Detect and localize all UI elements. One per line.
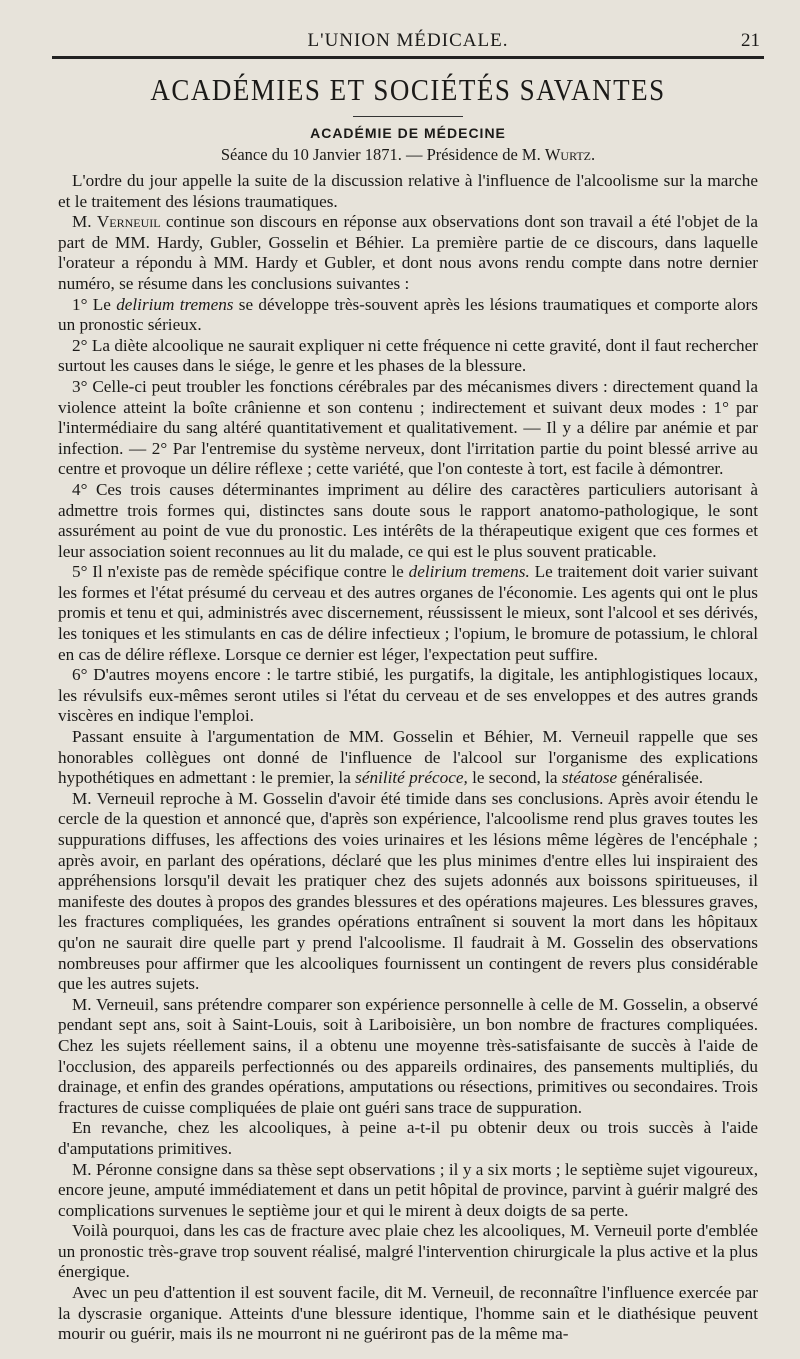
paragraph-dyscrasia: Avec un peu d'attention il est souvent facile, dit M. Verneuil, de reconnaître l'influence exercée par la dyscrasie organique. Atteints d'une blessure identique, l'homme sain et le diathésique peuvent mourir ou guérir, mais ils ne mourront ni ne guériront pas de la même ma- [58, 1283, 758, 1344]
journal-title: L'UNION MÉDICALE. [307, 30, 509, 51]
p7-italic: delirium tremens. [408, 562, 530, 582]
session-president: Wurtz. [544, 145, 596, 164]
p3-a: 1° Le [72, 294, 111, 314]
paragraph-gosselin: M. Verneuil reproche à M. Gosselin d'avoir été timide dans ses conclusions. Après avoir étendu le cercle de la question et annoncé que, d'après son expérience, l'alcoolisme rend plus graves toutes les suppurations diffuses, les affections des voies urinaires et les lésions même légères de l'encéphale ; après avoir, en parlant des opérations, déclaré que les plus minimes d'entre elles lui inspiraient des appréhensions lorsqu'il devait les pratiquer chez des sujets adonnés aux boissons spiritueuses, il manifeste des doutes à propos des grandes blessures et des opérations majeures. Les blessures graves, les fractures compliquées, les grandes opérations entraînent si souvent la mort dans les hôpitaux qu'on ne saurait dire quelle part y prend l'alcoolisme. Il faudrait à M. Gosselin des observations nombreuses pour affirmer que les alcooliques fournissent un contingent de revers plus considérable que les autres sujets. [58, 788, 758, 994]
p9-italic-1: sénilité précoce, [355, 768, 468, 788]
p3-italic: delirium tremens [116, 294, 234, 314]
running-header [52, 26, 764, 59]
p2-text: continue son discours en réponse aux observations dont son travail a été l'objet de la part de MM. Hardy, Gubler, Gosselin et Béhier. La première partie de ce discours, dans laquelle l'orateur a répondu à MM. Hardy et Gubler, et dont nous avons rendu compte dans notre dernier numéro, se résume dans les conclusions suivantes : [58, 212, 759, 293]
paragraph-alcoholics: En revanche, chez les alcooliques, à peine a-t-il pu obtenir deux ou trois succès à l'aide d'amputations primitives. [58, 1118, 758, 1158]
paragraph-conclusion-1 [58, 295, 758, 336]
page-number: 21 [741, 30, 760, 51]
paragraph-experience: M. Verneuil, sans prétendre comparer son expérience personnelle à celle de M. Gosselin, a observé pendant sept ans, soit à Saint-Louis, soit à Lariboisière, un bon nombre de fractures compliquées. Chez les sujets réellement sains, il a obtenu une moyenne très-satisfaisante de succès à l'aide de l'occlusion, des appareils perfectionnés ou des appareils ordinaires, des pansements multipliés, du drainage, et enfin des grandes opérations, amputations ou résections, primitives ou secondaires. Trois fractures de cuisse compliquées de plaie ont guéri sans trace de suppuration. [58, 994, 758, 1117]
p2-name: Verneuil [96, 212, 161, 232]
p9-italic-2: stéatose [561, 768, 618, 788]
session-date: Séance du 10 Janvier 1871. — Présidence de M. [220, 145, 541, 164]
article-body [58, 171, 758, 1345]
p7-a: 5° Il n'existe pas de remède spécifique contre le [72, 562, 404, 582]
paragraph-prognosis: Voilà pourquoi, dans les cas de fracture avec plaie chez les alcooliques, M. Verneuil porte d'emblée un pronostic très-grave trop souvent réalisé, malgré l'intervention chirurgicale la plus active et la plus énergique. [58, 1221, 758, 1282]
p9-c: généralisée. [621, 768, 704, 788]
paragraph-2 [58, 212, 758, 294]
p9-b: le second, la [472, 768, 558, 788]
paragraph-1: L'ordre du jour appelle la suite de la discussion relative à l'influence de l'alcoolisme sur la marche et le traitement des lésions traumatiques. [58, 171, 758, 211]
p3-b: se développe très-souvent après les lésions traumatiques et comporte alors un pronostic sérieux. [58, 294, 758, 335]
paragraph-conclusion-6: 6° D'autres moyens encore : le tartre stibié, les purgatifs, la digitale, les antiphlogistiques locaux, les révulsifs eux-mêmes seront utiles si l'état du cerveau et de ses enveloppes et des autres grands viscères en indique l'emploi. [58, 665, 758, 726]
paragraph-conclusion-5 [58, 562, 758, 665]
paragraph-peronne: M. Péronne consigne dans sa thèse sept observations ; il y a six morts ; le septième sujet vigoureux, encore jeune, amputé immédiatement et dans un petit hôpital de province, parvint à guérir malgré des complications survenues le septième jour et qui le mirent à deux doigts de sa perte. [58, 1159, 758, 1220]
p9-a: Passant ensuite à l'argumentation de MM. Gosselin et Béhier, M. Verneuil rappelle que ses honorables collègues ont donné de l'influence de l'alcool sur l'organisme des explications hypothétiques en admettant : le premier, la [58, 727, 758, 788]
paragraph-conclusion-3: 3° Celle-ci peut troubler les fonctions cérébrales par des mécanismes divers : directement quand la violence atteint la boîte crânienne et son contenu ; indirectement et suivant deux modes : 1° par l'intermédiaire du sang altéré quantitativement et qualitativement. — Il y a délire par anémie et par infection. — 2° Par l'entremise du système nerveux, dont l'irritation partie du point blessé arrive au centre et provoque un délire réflexe ; cette variété, que l'on conteste à tort, est facile à démontrer. [58, 376, 758, 479]
p7-b: Le traitement doit varier suivant les formes et l'état présumé du cerveau et des autres organes de l'économie. Les agents qui ont le plus promis et tenu et qui, administrés avec discernement, réussissent le mieux, sont l'alcool et ses dérivés, les toniques et les stimulants en cas de délire infectieux ; l'opium, le bromure de potassium, le chloral en cas de délire réflexe. Lorsque ce dernier est léger, l'expectation peut suffire. [58, 562, 759, 664]
session-line [58, 145, 758, 165]
paragraph-argumentation [58, 727, 758, 789]
p2-lead: M. [72, 212, 92, 232]
section-title: ACADÉMIES ET SOCIÉTÉS SAVANTES [150, 73, 666, 107]
title-rule [353, 116, 463, 117]
paragraph-conclusion-2: 2° La diète alcoolique ne saurait expliquer ni cette fréquence ni cette gravité, dont il faut rechercher surtout les causes dans le siége, le genre et les phases de la blessure. [58, 335, 758, 376]
academy-title: ACADÉMIE DE MÉDECINE [310, 125, 506, 141]
paragraph-conclusion-4: 4° Ces trois causes déterminantes impriment au délire des caractères particuliers autorisant à admettre trois formes qui, distinctes sans doute sous le rapport anatomo-pathologique, le sont assurément au point de vue du pronostic. Les intérêts de la thérapeutique exigent que ces formes et leur association soient reconnues au lit du malade, ce qui est le plus souvent praticable. [58, 479, 758, 561]
